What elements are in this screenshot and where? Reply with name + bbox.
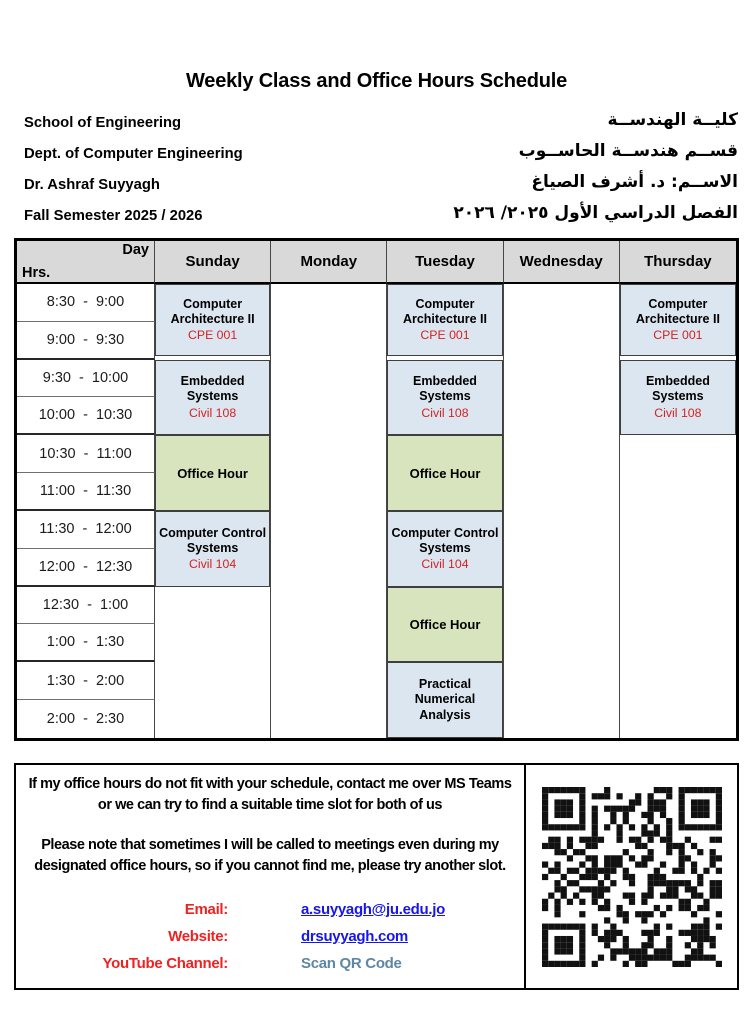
class-title: Embedded Systems [413,374,477,404]
day-column-sunday [155,284,271,738]
page-title: Weekly Class and Office Hours Schedule [185,70,568,92]
schedule-table [14,238,739,741]
contact-label: Website: [168,928,228,945]
class-room: CPE 001 [187,328,238,343]
day-header-thursday: Thursday [620,241,736,284]
instructor-line: Dr. Ashraf Suyyagh [24,177,160,193]
office-hour-block: Office Hour [387,587,502,663]
class-room: CPE 001 [653,328,703,343]
class-block [387,662,502,738]
class-title: Embedded Systems [645,374,710,404]
time-cell: 9:00 - 9:30 [17,322,155,360]
time-cell: 2:00 - 2:30 [17,700,155,738]
contact-label: Email: [184,901,228,918]
class-room: Civil 104 [189,557,237,572]
class-title: Computer Architecture II [635,296,720,326]
school-line-arabic: كليــة الهندســة [607,110,738,130]
semester-line: Fall Semester 2025 / 2026 [24,208,203,224]
contact-link[interactable]: drsuyyagh.com [301,928,408,945]
contact-row [28,896,512,923]
instructor-line-arabic: الاســم: د. أشرف الصياغ [531,172,738,192]
time-cell: 1:30 - 2:00 [17,662,155,700]
day-header-tuesday: Tuesday [387,241,503,284]
empty-block [271,284,386,738]
class-room: Civil 108 [189,405,237,420]
contact-label: YouTube Channel: [102,955,228,972]
info-english [24,108,243,232]
class-room: Civil 108 [421,405,469,420]
class-room: Civil 104 [421,557,469,572]
contact-value: Scan QR Code [301,955,402,972]
class-title: Computer Architecture II [170,296,255,326]
notes-box [14,763,739,990]
hours-axis-label: Hrs. [22,265,51,281]
contact-row [28,923,512,950]
time-cell: 10:30 - 11:00 [17,435,155,473]
time-cell: 9:30 - 10:00 [17,360,155,398]
school-line: School of Engineering [24,115,182,131]
class-title: Practical Numerical Analysis [414,677,476,722]
time-cell: 12:00 - 12:30 [17,549,155,587]
contact-link[interactable]: a.suyyagh@ju.edu.jo [301,901,445,918]
note-paragraph-1: If my office hours do not fit with your schedule, contact me over MS Teams or we can try to find a suitable time slot for both of us [28,776,512,813]
class-room: Civil 108 [654,405,702,420]
semester-line-arabic: الفصل الدراسي الأول ٢٠٢٥/ ٢٠٢٦ [453,203,738,223]
office-hour-block: Office Hour [387,435,502,511]
time-cell: 12:30 - 1:00 [17,587,155,625]
class-block [387,360,502,436]
class-title: Computer Architecture II [402,296,488,326]
qr-section [526,765,737,988]
class-block [387,511,502,587]
time-cell: 8:30 - 9:00 [17,284,155,322]
info-arabic [453,105,738,229]
day-column-monday [271,284,387,738]
day-header-monday: Monday [271,241,387,284]
class-room: CPE 001 [420,328,470,343]
department-line: Dept. of Computer Engineering [24,146,243,162]
department-line-arabic: قســم هندســة الحاســوب [518,141,738,161]
empty-block [620,435,736,738]
class-block [620,360,736,436]
class-block [387,284,502,356]
time-cell: 10:00 - 10:30 [17,397,155,435]
class-title: Embedded Systems [180,374,245,404]
notes-text-section [16,765,526,988]
class-block [155,360,270,436]
day-column-wednesday [504,284,620,738]
contact-list [28,896,512,982]
class-block [155,284,270,356]
day-header-sunday: Sunday [155,241,271,284]
day-axis-label: Day [122,242,149,258]
day-column-tuesday [387,284,503,738]
time-cell: 11:30 - 12:00 [17,511,155,549]
empty-block [504,284,619,738]
time-cell: 1:00 - 1:30 [17,624,155,662]
office-hour-block: Office Hour [155,435,270,511]
contact-row [28,950,512,977]
class-title: Computer Control Systems [159,525,267,555]
day-column-thursday [620,284,736,738]
class-block [155,511,270,587]
corner-cell [17,241,155,284]
day-header-wednesday: Wednesday [504,241,620,284]
class-title: Computer Control Systems [391,525,499,555]
class-block [620,284,736,356]
qr-code-image [542,787,722,967]
empty-block [155,587,270,738]
note-paragraph-2: Please note that sometimes I will be called to meetings even during my designated office hours, so if you cannot find me, please try another slot. [34,837,506,874]
time-cell: 11:00 - 11:30 [17,473,155,511]
